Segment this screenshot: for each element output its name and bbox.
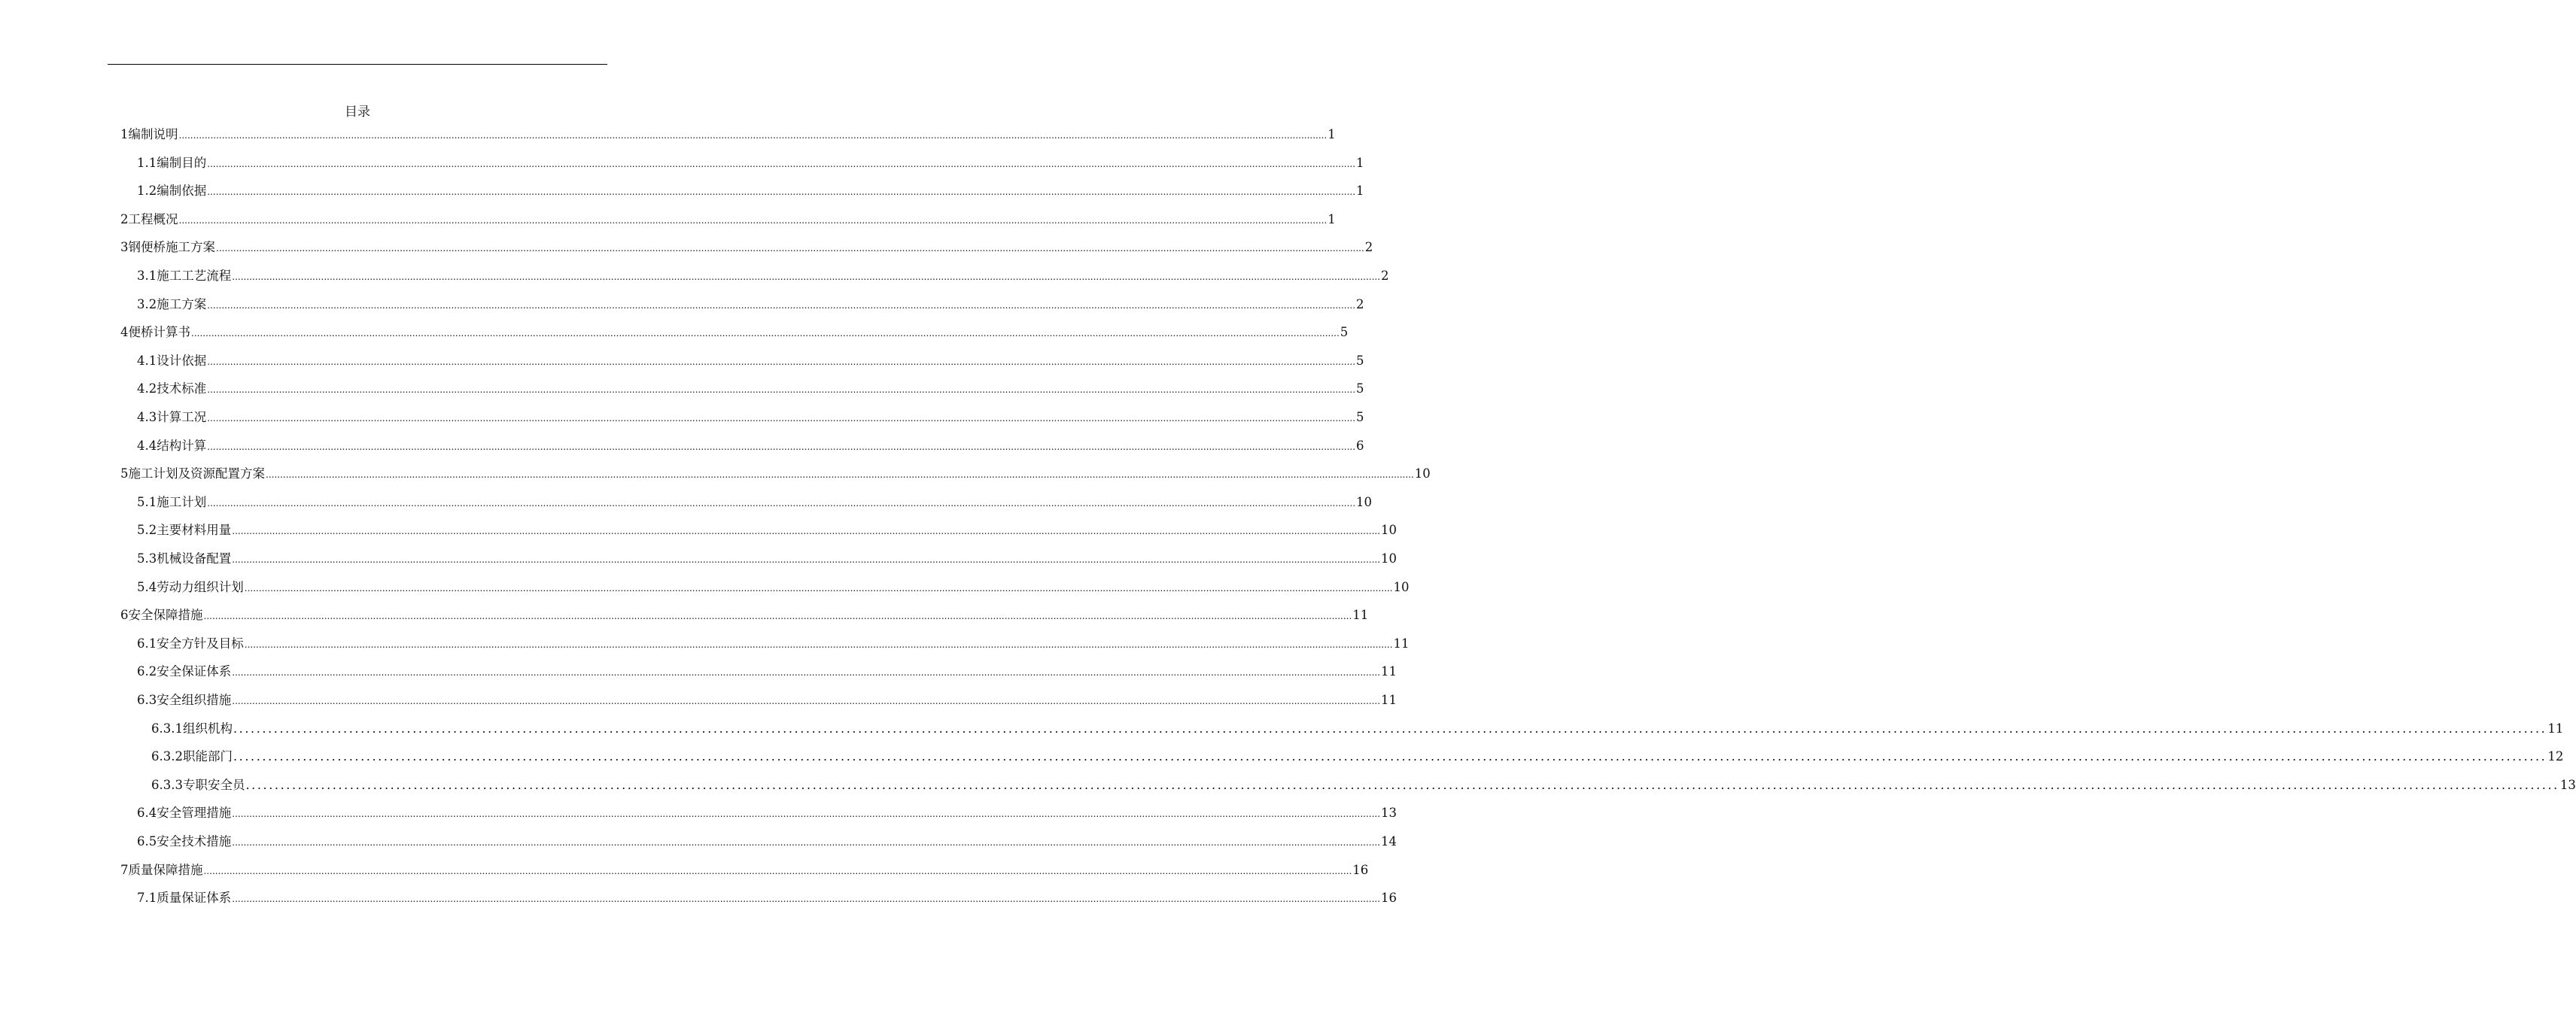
toc-entry-page: 11	[2547, 721, 2564, 736]
toc-entry-label: 专职安全员	[182, 777, 245, 792]
toc-dot-leader: ................................................................................................................................................................................................................................................................................................................................................................................................................	[233, 721, 2547, 736]
toc-entry[interactable]	[120, 210, 1336, 229]
toc-entry-page: 11	[1393, 636, 1410, 651]
toc-entry-page: 2	[1364, 240, 1373, 255]
toc-dot-leader: ................................................................................................................................................................................................................................................................................................................................................................................................................	[203, 611, 1352, 622]
toc-entry[interactable]	[137, 436, 1364, 456]
toc-entry-number: 1.2	[137, 184, 157, 199]
toc-entry-number: 5.4	[137, 579, 157, 594]
toc-dot-leader: ................................................................................................................................................................................................................................................................................................................................................................................................................	[244, 582, 1393, 594]
toc-dot-leader: ................................................................................................................................................................................................................................................................................................................................................................................................................	[266, 469, 1414, 481]
toc-entry-page: 13	[1381, 806, 1397, 821]
toc-entry-number: 6.2	[137, 664, 157, 679]
toc-entry-label: 设计依据	[157, 353, 207, 368]
toc-entry-number: 4.2	[137, 381, 157, 396]
toc-entry-page: 12	[2547, 749, 2564, 764]
toc-dot-leader: ................................................................................................................................................................................................................................................................................................................................................................................................................	[207, 356, 1356, 367]
toc-entry-page: 2	[1381, 269, 1389, 283]
toc-entry[interactable]	[120, 238, 1373, 257]
toc-entry-number: 6.3.1	[151, 721, 183, 736]
toc-dot-leader: ................................................................................................................................................................................................................................................................................................................................................................................................................	[244, 639, 1393, 650]
toc-dot-leader: ................................................................................................................................................................................................................................................................................................................................................................................................................	[207, 441, 1356, 452]
toc-entry-page: 11	[1381, 693, 1397, 707]
toc-entry-page: 16	[1381, 891, 1397, 906]
toc-entry-label: 职能部门	[182, 749, 233, 764]
toc-entry[interactable]	[151, 776, 2576, 795]
toc-entry-label: 质量保障措施	[128, 862, 203, 877]
toc-entry-label: 安全技术措施	[157, 834, 232, 849]
toc-entry[interactable]	[137, 578, 1410, 597]
toc-dot-leader: ................................................................................................................................................................................................................................................................................................................................................................................................................	[232, 272, 1381, 282]
toc-entry-page: 5	[1340, 325, 1349, 340]
toc-entry[interactable]	[137, 634, 1410, 654]
toc-entry[interactable]	[137, 153, 1364, 173]
toc-entry[interactable]	[137, 803, 1397, 823]
toc-entry-page: 16	[1352, 862, 1369, 877]
toc-entry[interactable]	[120, 861, 1369, 880]
toc-entry-number: 6.3.2	[151, 749, 183, 764]
toc-entry[interactable]	[137, 662, 1397, 682]
toc-entry[interactable]	[137, 691, 1397, 710]
toc-entry-number: 7.1	[137, 891, 157, 906]
toc-entry-number: 5.1	[137, 494, 157, 509]
toc-dot-leader: ................................................................................................................................................................................................................................................................................................................................................................................................................	[207, 384, 1356, 396]
toc-entry-number: 1	[120, 127, 129, 141]
toc-entry-label: 安全组织措施	[157, 693, 232, 707]
toc-entry-number: 3.1	[137, 269, 157, 283]
toc-entry-page: 14	[1381, 834, 1397, 849]
toc-entry-page: 1	[1356, 184, 1364, 199]
toc-entry-page: 1	[1356, 155, 1364, 170]
toc-dot-leader: ................................................................................................................................................................................................................................................................................................................................................................................................................	[207, 158, 1356, 169]
toc-entry-label: 施工计划	[157, 494, 207, 509]
toc-entry-number: 4.4	[137, 438, 157, 453]
toc-dot-leader: ................................................................................................................................................................................................................................................................................................................................................................................................................	[245, 777, 2559, 792]
toc-entry-page: 5	[1356, 410, 1364, 424]
toc-entry-label: 工程概况	[128, 211, 178, 226]
toc-entry-number: 3	[120, 240, 129, 255]
toc-dot-leader: ................................................................................................................................................................................................................................................................................................................................................................................................................	[178, 214, 1328, 226]
toc-entry-label: 编制说明	[128, 127, 178, 141]
toc-entry[interactable]	[137, 521, 1397, 540]
toc-dot-leader: ................................................................................................................................................................................................................................................................................................................................................................................................................	[178, 130, 1328, 141]
toc-entry-label: 安全管理措施	[157, 806, 232, 821]
toc-entry-page: 11	[1352, 608, 1369, 623]
toc-entry-page: 10	[1393, 579, 1410, 594]
toc-entry[interactable]	[120, 606, 1369, 625]
toc-entry-page: 10	[1381, 523, 1397, 538]
toc-dot-leader: ................................................................................................................................................................................................................................................................................................................................................................................................................	[207, 187, 1356, 198]
toc-dot-leader: ................................................................................................................................................................................................................................................................................................................................................................................................................	[207, 413, 1356, 424]
toc-entry[interactable]	[137, 549, 1397, 569]
toc-entry[interactable]	[120, 323, 1349, 342]
toc-entry-page: 10	[1414, 466, 1431, 481]
toc-entry-label: 主要材料用量	[157, 523, 232, 538]
toc-entry-page: 2	[1356, 296, 1364, 311]
toc-entry-label: 安全方针及目标	[157, 636, 244, 651]
toc-entry-label: 组织机构	[182, 721, 233, 736]
toc-entry-page: 6	[1356, 438, 1364, 453]
toc-entry[interactable]	[137, 351, 1364, 371]
toc-entry-number: 5.3	[137, 551, 157, 566]
toc-dot-leader: ................................................................................................................................................................................................................................................................................................................................................................................................................	[233, 749, 2547, 764]
toc-entry[interactable]	[137, 295, 1364, 314]
toc-entry[interactable]	[120, 125, 1336, 144]
toc-entry[interactable]	[137, 408, 1364, 427]
toc-entry-label: 施工工艺流程	[157, 269, 232, 283]
toc-dot-leader: ................................................................................................................................................................................................................................................................................................................................................................................................................	[232, 696, 1381, 706]
toc-entry-label: 机械设备配置	[157, 551, 232, 566]
toc-entry-label: 计算工况	[157, 410, 207, 424]
toc-entry[interactable]	[137, 379, 1364, 399]
toc-entry[interactable]	[137, 493, 1373, 512]
toc-dot-leader: ................................................................................................................................................................................................................................................................................................................................................................................................................	[216, 243, 1364, 254]
toc-dot-leader: ................................................................................................................................................................................................................................................................................................................................................................................................................	[207, 299, 1356, 311]
toc-entry-number: 7	[120, 862, 129, 877]
toc-entry-page: 13	[2559, 777, 2576, 792]
toc-entry-page: 1	[1328, 211, 1336, 226]
toc-entry-label: 劳动力组织计划	[157, 579, 244, 594]
toc-dot-leader: ................................................................................................................................................................................................................................................................................................................................................................................................................	[232, 667, 1381, 679]
toc-entry-label: 结构计算	[157, 438, 207, 453]
toc-entry-number: 6.3	[137, 693, 157, 707]
toc-entry[interactable]	[137, 181, 1364, 201]
toc-entry-number: 6.5	[137, 834, 157, 849]
toc-entry-page: 5	[1356, 381, 1364, 396]
toc-entry-page: 1	[1328, 127, 1336, 141]
toc-entry-number: 2	[120, 211, 129, 226]
header-rule	[108, 64, 607, 65]
toc-entry-label: 编制依据	[157, 184, 207, 199]
toc-entry-label: 施工计划及资源配置方案	[128, 466, 265, 481]
toc-entry[interactable]	[137, 266, 1389, 286]
toc-dot-leader: ................................................................................................................................................................................................................................................................................................................................................................................................................	[232, 809, 1381, 820]
toc-entry-page: 11	[1381, 664, 1397, 679]
toc-dot-leader: ................................................................................................................................................................................................................................................................................................................................................................................................................	[232, 837, 1381, 848]
toc-entry-label: 便桥计算书	[128, 325, 190, 340]
toc-dot-leader: ................................................................................................................................................................................................................................................................................................................................................................................................................	[232, 554, 1381, 565]
toc-entry-label: 施工方案	[157, 296, 207, 311]
toc-entry-number: 6.3.3	[151, 777, 183, 792]
toc-entry-label: 安全保证体系	[157, 664, 232, 679]
toc-dot-leader: ................................................................................................................................................................................................................................................................................................................................................................................................................	[232, 526, 1381, 537]
toc-entry[interactable]	[137, 832, 1397, 852]
toc-entry-label: 安全保障措施	[128, 608, 203, 623]
toc-entry-number: 4.3	[137, 410, 157, 424]
toc-entry-label: 钢便桥施工方案	[128, 240, 215, 255]
toc-entry-label: 编制目的	[157, 155, 207, 170]
toc-entry-number: 6.1	[137, 636, 157, 651]
toc-entry[interactable]	[151, 747, 2564, 767]
toc-entry[interactable]	[151, 719, 2564, 739]
toc-dot-leader: ................................................................................................................................................................................................................................................................................................................................................................................................................	[203, 865, 1352, 876]
toc-entry-page: 10	[1381, 551, 1397, 566]
toc-entry-page: 5	[1356, 353, 1364, 368]
toc-entry-page: 10	[1356, 494, 1373, 509]
toc-dot-leader: ................................................................................................................................................................................................................................................................................................................................................................................................................	[232, 894, 1381, 905]
toc-dot-leader: ................................................................................................................................................................................................................................................................................................................................................................................................................	[191, 328, 1340, 339]
toc-dot-leader: ................................................................................................................................................................................................................................................................................................................................................................................................................	[207, 497, 1356, 509]
toc-entry[interactable]	[137, 888, 1397, 908]
toc-entry-label: 质量保证体系	[157, 891, 232, 906]
toc-entry-label: 技术标准	[157, 381, 207, 396]
toc-entry-number: 6.4	[137, 806, 157, 821]
toc-entry-number: 4	[120, 325, 129, 340]
toc-entry[interactable]	[120, 464, 1431, 484]
toc-entry-number: 4.1	[137, 353, 157, 368]
toc-title: 目录	[345, 105, 370, 120]
toc-entry-number: 5.2	[137, 523, 157, 538]
toc-entry-number: 1.1	[137, 155, 157, 170]
toc-entry-number: 5	[120, 466, 129, 481]
toc-entry-number: 6	[120, 608, 129, 623]
toc-entry-number: 3.2	[137, 296, 157, 311]
